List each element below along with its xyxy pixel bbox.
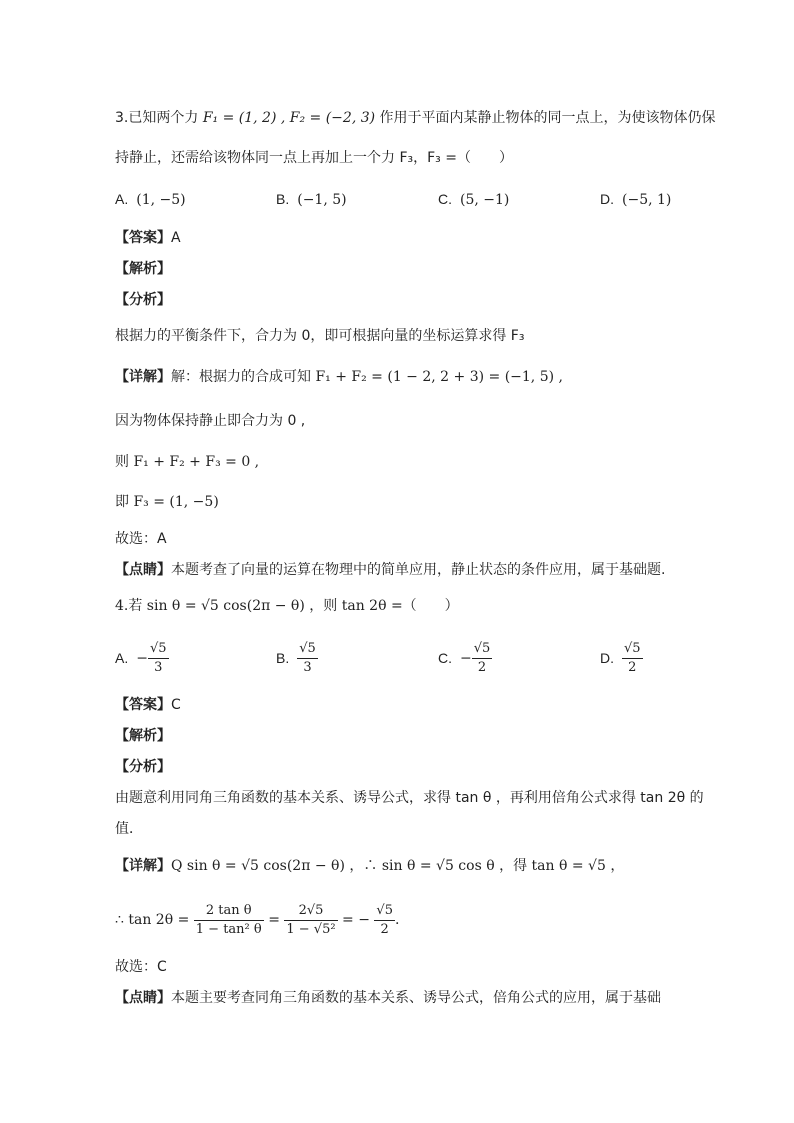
q4-detail2-fraction-3 — [374, 902, 395, 939]
q4-option-fraction — [472, 640, 493, 677]
q3-option-value: (−1, 5) — [297, 192, 347, 208]
q4-analysis-tag: 【解析】 — [115, 728, 171, 744]
answer-value: C — [171, 697, 181, 713]
q4-detail2-fraction-2 — [284, 902, 337, 939]
comment-text: 本题主要考查同角三角函数的基本关系、诱导公式，倍角公式的应用，属于基础 — [171, 990, 661, 1006]
comment-tag: 【点睛】 — [115, 562, 171, 578]
comment-text: 本题考查了向量的运算在物理中的简单应用，静止状态的条件应用，属于基础题. — [171, 562, 666, 578]
q4-detail2-fraction-1 — [194, 902, 264, 939]
q3-f1: F₁ = (1, 2) , — [202, 110, 286, 126]
q4-option-fraction — [148, 640, 169, 677]
q3-option-value: (1, −5) — [136, 192, 186, 208]
q4-option-d[interactable] — [600, 640, 643, 677]
fraction-denominator: 3 — [303, 660, 312, 675]
q3-stem-prefix: 3.已知两个力 — [115, 110, 203, 126]
fraction-denominator: 2 — [380, 921, 389, 937]
q3-fenxi-tag: 【分析】 — [115, 292, 171, 308]
q4-fenxi-tag: 【分析】 — [115, 759, 171, 775]
answer-tag: 【答案】 — [115, 697, 171, 713]
q3-answer — [115, 228, 181, 248]
q3-stem-line1 — [115, 108, 716, 128]
q4-option-fraction — [622, 640, 643, 677]
q3-option-b[interactable] — [276, 189, 347, 210]
answer-value: A — [171, 230, 181, 246]
q4-stem: 4.若 sin θ = √5 cos(2π − θ) ，则 tan 2θ =（ ） — [115, 598, 459, 614]
q3-option-a[interactable] — [115, 189, 186, 210]
q4-option-label: B. — [276, 649, 290, 666]
q3-detail-line1 — [115, 367, 563, 387]
fraction-numerator: √5 — [622, 640, 643, 659]
fraction-numerator: √5 — [374, 902, 395, 921]
q3-option-value: (−5, 1) — [622, 192, 672, 208]
q4-detail1: Q sin θ = √5 cos(2π − θ) ，∴ sin θ = √5 cos θ ，得 tan θ = √5 ， — [171, 858, 625, 874]
equals-sign: = — [268, 912, 280, 928]
fraction-numerator: √5 — [472, 640, 493, 659]
fraction-denominator: 2 — [477, 660, 487, 675]
q3-option-c[interactable] — [438, 189, 509, 210]
q4-detail2-prefix: ∴ tan 2θ = — [115, 912, 190, 928]
fraction-denominator: 1 − tan² θ — [195, 921, 262, 937]
q3-detail-line2: 因为物体保持静止即合力为 0 , — [115, 413, 306, 429]
q3-choice: 故选：A — [115, 531, 167, 547]
q3-option-label: C. — [438, 191, 452, 207]
q3-option-label: D. — [600, 191, 614, 207]
fraction-denominator: 3 — [154, 660, 163, 675]
q4-option-label: A. — [115, 649, 129, 666]
q3-option-label: A. — [115, 191, 129, 207]
detail-tag: 【详解】 — [115, 858, 171, 874]
answer-tag: 【答案】 — [115, 230, 171, 246]
q3-option-value: (5, −1) — [460, 192, 510, 208]
q4-fenxi-text2: 值． — [115, 821, 143, 837]
fraction-numerator: √5 — [148, 640, 169, 659]
q4-option-c[interactable] — [438, 640, 492, 677]
q4-detail-line2 — [115, 900, 399, 940]
q3-option-label: B. — [276, 191, 290, 207]
period: . — [394, 912, 400, 928]
q4-option-fraction — [297, 640, 318, 677]
q3-stem-suffix: 作用于平面内某静止物体的同一点上，为使该物体仍保 — [375, 110, 716, 126]
q3-option-d[interactable] — [600, 189, 671, 210]
equals-minus-sign: = − — [342, 912, 370, 928]
q4-option-label: D. — [600, 649, 614, 666]
q3-detail-line3: 则 F₁ + F₂ + F₃ = 0 , — [115, 454, 260, 470]
q4-option-b[interactable] — [276, 640, 318, 677]
fraction-denominator: 2 — [628, 660, 637, 675]
fraction-numerator: 2 tan θ — [194, 902, 264, 921]
q3-f2: F₂ = (−2, 3) — [289, 110, 376, 126]
q4-option-a[interactable] — [115, 640, 169, 677]
q4-option-sign: − — [460, 650, 472, 667]
q3-fenxi-text: 根据力的平衡条件下，合力为 0，即可根据向量的坐标运算求得 F₃ — [115, 328, 525, 344]
q3-stem-line2: 持静止，还需给该物体同一点上再加上一个力 F₃，F₃ =（ ） — [115, 150, 513, 166]
q4-choice: 故选：C — [115, 959, 167, 975]
q4-fenxi-text: 由题意利用同角三角函数的基本关系、诱导公式，求得 tan θ ，再利用倍角公式求得 tan 2θ 的 — [115, 790, 704, 806]
q4-answer — [115, 695, 181, 715]
q3-analysis-tag: 【解析】 — [115, 261, 171, 277]
q4-option-sign: − — [136, 650, 148, 667]
detail-tag: 【详解】 — [115, 369, 171, 385]
fraction-denominator: 1 − √5² — [286, 921, 336, 937]
q4-option-label: C. — [438, 649, 452, 666]
q4-comment — [115, 988, 661, 1008]
comment-tag: 【点睛】 — [115, 990, 171, 1006]
q3-comment — [115, 560, 665, 580]
q4-detail-line1 — [115, 856, 624, 876]
fraction-numerator: 2√5 — [284, 902, 337, 921]
fraction-numerator: √5 — [297, 640, 318, 659]
q3-detail1: 解：根据力的合成可知 F₁ + F₂ = (1 − 2, 2 + 3) = (−1, 5) , — [171, 369, 563, 385]
q3-detail-line4: 即 F₃ = (1, −5) — [115, 494, 219, 510]
